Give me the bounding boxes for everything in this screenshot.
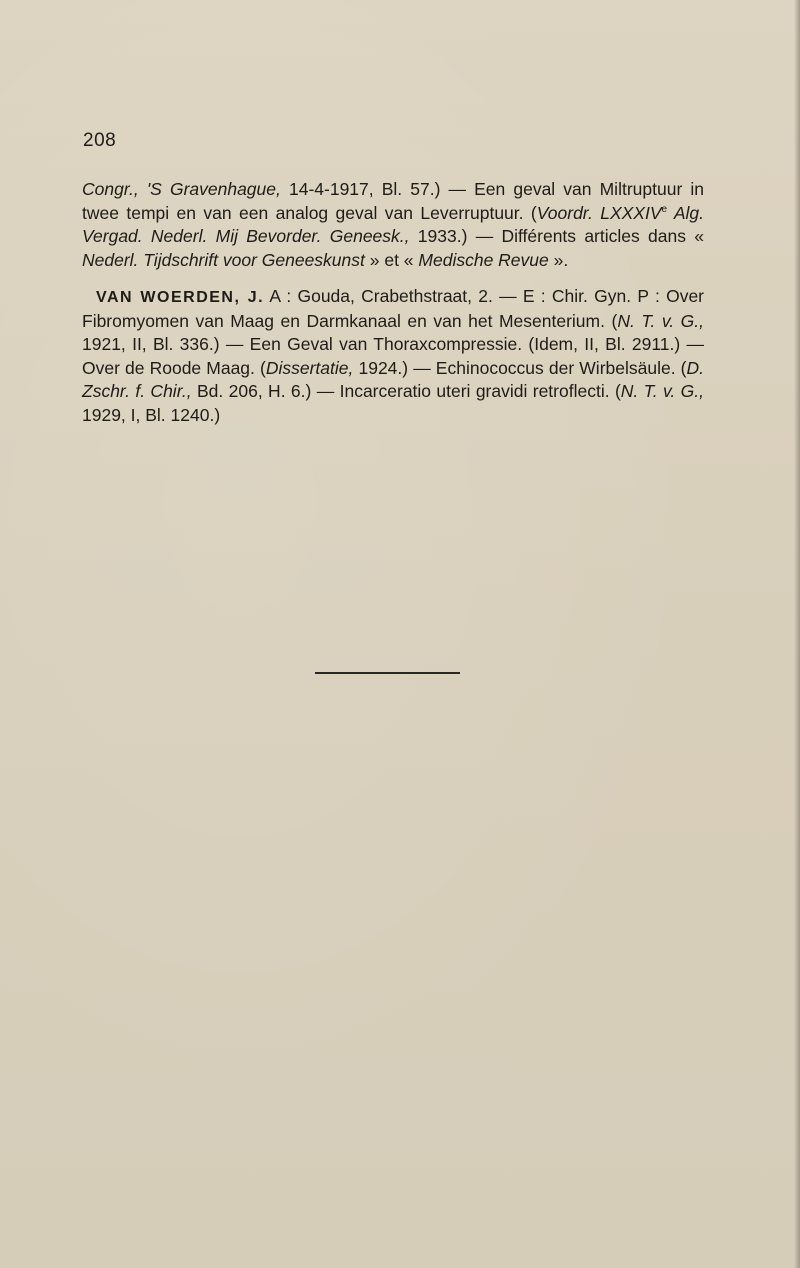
entry-text: Bd. 206, H. 6.) — Incarceratio uteri gravidi retroflecti. ( [191, 381, 621, 401]
entry-text: 1924.) — Echinococcus der Wirbelsäule. ( [353, 357, 687, 378]
entry-paragraph [82, 178, 704, 272]
section-separator-rule [315, 672, 460, 674]
page-number: 208 [83, 130, 117, 151]
entry-text: 14-4-1917, Bl. 57.) — Een geval van Miltruptuur in twee tempi en van een analog geval van Leverruptuur. ( [82, 179, 704, 223]
entry-paragraph [82, 285, 704, 427]
entry-name: VAN WOERDEN, J. [96, 289, 265, 306]
entry-text: 1921, II, Bl. 336.) — Een Geval van Thoraxcompressie. (Idem, II, Bl. 2911.) — Over de Roode Maag. ( [82, 334, 704, 378]
entry-text: ». [548, 249, 569, 270]
entry-text-italic: Dissertatie, [265, 357, 354, 378]
entry-text-italic: Voordr. LXXXIV [536, 202, 662, 223]
entry-van-woerden [82, 285, 704, 427]
entry-text-italic: Medische Revue [418, 249, 549, 270]
entry-text-italic: D. Zschr. f. Chir., [82, 357, 704, 401]
entry-text: 1929, I, Bl. 1240.) [82, 404, 221, 425]
entry-continued [82, 178, 704, 272]
entry-text-italic: Alg. Vergad. Nederl. Mij Bevorder. Geneesk., [82, 202, 704, 246]
entry-text-italic: N. T. v. G., [617, 310, 704, 331]
entry-text-italic: Congr., 'S Gravenhague, [82, 179, 281, 199]
superscript: e [661, 203, 668, 215]
entry-text: » et « [364, 249, 419, 270]
entry-text: A : Gouda, Crabethstraat, 2. — E : Chir. Gyn. P : Over Fibromyomen van Maag en Darmkanaal en van het Mesenterium. ( [82, 286, 704, 331]
page-edge-shadow [794, 0, 800, 1268]
entry-text-italic: N. T. v. G., [620, 381, 704, 401]
entry-text: 1933.) — Différents articles dans « [409, 226, 704, 246]
entry-text-italic: Nederl. Tijdschrift voor Geneeskunst [82, 249, 365, 270]
